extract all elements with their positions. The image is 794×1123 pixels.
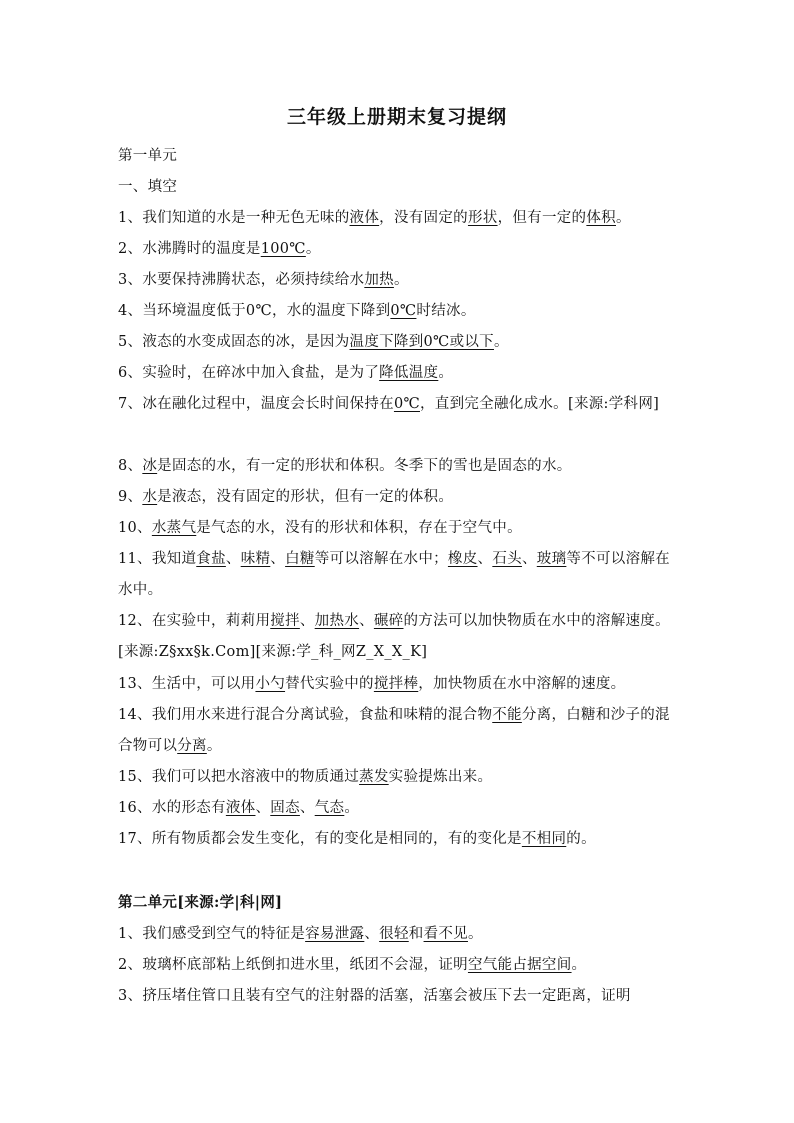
item-text: 是液态，没有固定的形状，但有一定的体积。	[157, 489, 454, 505]
item-text: 。	[344, 800, 360, 816]
list-item	[118, 798, 678, 818]
answer-text: 看不见	[423, 926, 468, 942]
item-text: 15、我们可以把水溶液中的物质通过	[118, 769, 360, 785]
item-text: 。	[571, 957, 587, 973]
answer-text: 水	[142, 489, 158, 505]
list-item	[118, 955, 678, 975]
list-item	[118, 518, 678, 538]
list-item	[118, 700, 678, 762]
item-text: 5、液态的水变成固态的冰，是因为	[118, 334, 350, 350]
item-text: 1、我们感受到空气的特征是	[118, 926, 306, 942]
item-text: 的方法可以加快物质在水中的溶解速度。[来源:Z§xx§k.Com][来源:学_科_网Z_X_X_K]	[118, 613, 670, 660]
answer-text: 玻璃	[536, 551, 567, 567]
item-text: 、	[255, 800, 271, 816]
answer-text: 0℃	[390, 303, 417, 319]
answer-text: 体积	[586, 210, 616, 226]
item-text: 实验提炼出来。	[388, 769, 493, 785]
item-text: 。	[393, 272, 409, 288]
answer-text: 加热水	[314, 613, 360, 629]
answer-text: 食盐	[196, 551, 226, 567]
item-text: 10、	[118, 520, 152, 536]
item-text: 3、挤压堵住管口且装有空气的注射器的活塞，活塞会被压下去一定距离，证明	[118, 988, 631, 1004]
item-text: 的。	[566, 831, 596, 847]
item-text: 、	[299, 800, 315, 816]
answer-text: 降低温度	[379, 365, 439, 381]
item-text: 3、水要保持沸腾状态，必须持续给水	[118, 272, 365, 288]
item-text: ，加快物质在水中溶解的速度。	[418, 676, 626, 692]
item-text: 13、生活中，可以用	[118, 676, 256, 692]
list-item	[118, 544, 678, 606]
item-text: 8、	[118, 458, 143, 474]
item-text: 。	[493, 334, 509, 350]
document-title: 三年级上册期末复习提纲	[286, 106, 507, 128]
item-text: 2、玻璃杯底部粘上纸倒扣进水里，纸团不会湿，证明	[118, 957, 468, 973]
item-text: 。	[615, 210, 631, 226]
list-item	[118, 301, 678, 321]
list-item	[118, 924, 678, 944]
item-text: 。	[438, 365, 454, 381]
item-text: 9、	[118, 489, 143, 505]
item-text: 。	[206, 738, 222, 754]
item-text: 时结冰。	[416, 303, 476, 319]
item-text: 和	[408, 926, 424, 942]
item-text: 替代实验中的	[285, 676, 374, 692]
list-item	[118, 674, 678, 694]
unit1-heading: 第一单元	[118, 148, 178, 164]
unit2-heading: 第二单元[来源:学|科|网]	[118, 894, 283, 911]
item-text: 、	[359, 613, 374, 629]
answer-text: 冰	[142, 458, 158, 474]
answer-text: 空气能占据空间	[467, 957, 572, 973]
answer-text: 蒸发	[359, 769, 389, 785]
list-item	[118, 456, 678, 476]
answer-text: 不相同	[521, 831, 567, 847]
answer-text: 味精	[240, 551, 271, 567]
section1-heading: 一、填空	[118, 179, 178, 195]
item-text: 4、当环境温度低于0℃，水的温度下降到	[118, 303, 391, 319]
item-text: 7、冰在融化过程中，温度会长时间保持在	[118, 396, 394, 412]
item-text: 。	[467, 926, 483, 942]
answer-text: 加热	[364, 272, 394, 288]
item-text: 等不可以溶解在水中。	[118, 551, 670, 598]
list-item	[118, 363, 678, 383]
item-text: 是固态的水，有一定的形状和体积。冬季下的雪也是固态的水。	[157, 458, 572, 474]
list-item	[118, 767, 678, 787]
answer-text: 小勺	[255, 676, 286, 692]
item-text: ，没有固定的	[379, 210, 468, 226]
answer-text: 气态	[314, 800, 345, 816]
answer-text: 容易泄露	[305, 926, 365, 942]
list-item	[118, 829, 678, 849]
item-text: 12、在实验中，莉莉用	[118, 613, 271, 629]
list-item	[118, 606, 678, 668]
item-text: 11、我知道	[118, 551, 197, 567]
answer-text: 白糖	[285, 551, 315, 567]
list-item	[118, 208, 678, 228]
item-text: 分离，白糖和沙子的混合物可以	[118, 707, 670, 754]
item-text: 1、我们知道的水是一种无色无味的	[118, 210, 350, 226]
item-text: 、	[521, 551, 537, 567]
item-text: 6、实验时，在碎冰中加入食盐，是为了	[118, 365, 380, 381]
answer-text: 搅拌	[270, 613, 300, 629]
list-item	[118, 487, 678, 507]
list-item	[118, 270, 678, 290]
answer-text: 分离	[177, 738, 207, 754]
item-text: 17、所有物质都会发生变化，有的变化是相同的，有的变化是	[118, 831, 522, 847]
item-text: 。	[305, 241, 321, 257]
list-item	[118, 389, 678, 420]
answer-text: 100℃	[260, 241, 306, 257]
item-text: 是气态的水，没有的形状和体积，存在于空气中。	[196, 520, 522, 536]
item-text: 、	[299, 613, 315, 629]
item-text: ，直到完全融化成水。[来源:学科网]	[419, 396, 660, 412]
answer-text: 石头	[492, 551, 522, 567]
item-text: 、	[225, 551, 241, 567]
list-item	[118, 239, 678, 259]
answer-text: 碾碎	[373, 613, 404, 629]
item-text: 2、水沸腾时的温度是	[118, 241, 261, 257]
answer-text: 不能	[492, 707, 522, 723]
item-text: 、	[270, 551, 286, 567]
item-text: ，但有一定的	[497, 210, 587, 226]
answer-text: 很轻	[379, 926, 409, 942]
answer-text: 形状	[467, 210, 498, 226]
list-item	[118, 332, 678, 352]
item-text: 、	[364, 926, 380, 942]
answer-text: 搅拌棒	[373, 676, 419, 692]
answer-text: 固态	[270, 800, 300, 816]
answer-text: 橡皮	[447, 551, 478, 567]
answer-text: 水蒸气	[151, 520, 197, 536]
answer-text: 0℃	[393, 396, 420, 412]
item-text: 、	[477, 551, 493, 567]
answer-text: 温度下降到0℃或以下	[349, 334, 494, 350]
item-text: 16、水的形态有	[118, 800, 226, 816]
answer-text: 液体	[225, 800, 256, 816]
item-text: 等可以溶解在水中；	[314, 551, 448, 567]
answer-text: 液体	[349, 210, 380, 226]
item-text: 14、我们用水来进行混合分离试验，食盐和味精的混合物	[118, 707, 493, 723]
list-item	[118, 986, 678, 1006]
